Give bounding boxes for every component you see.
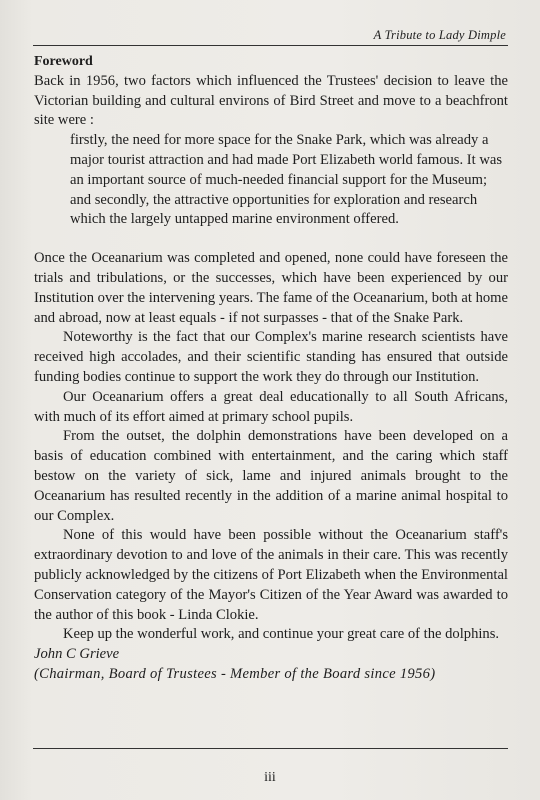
page-number: iii (264, 770, 276, 785)
paragraph-research: Noteworthy is the fact that our Complex's marine research scientists have received high accolades, and their scientific standing has ensured that outside funding bodies continue to support the work they do through our Institution. (34, 329, 508, 385)
paragraph-devotion: None of this would have been possible without the Oceanarium staff's extraordinary devotion to and love of the animals in their care. This was recently publicly acknowledged by the citizens of Port Elizabeth when the Environmental Conservation category of the Mayor's Citizen of the Year Award was awarded to the author of this book - Linda Clokie. (34, 527, 508, 623)
factor-first: firstly, the need for more space for the Snake Park, which was already a major tourist attraction and had made Port Elizabeth world famous. It was an important source of much-needed financial support for the Museum; (70, 132, 503, 188)
signature-name: John C Grieve (34, 646, 120, 663)
factor-second: and secondly, the attractive opportunities for exploration and research which the largely untapped marine environment offered. (70, 191, 478, 228)
paragraph-demonstrations: From the outset, the dolphin demonstrations have been developed on a basis of education combined with entertainment, and the caring which staff bestow on the variety of sick, lame and injured animals brought to the Oceanarium has resulted recently in the addition of a marine animal hospital to our Complex. (34, 428, 508, 524)
intro-paragraph: Back in 1956, two factors which influenced the Trustees' decision to leave the Victorian building and cultural environs of Bird Street and move to a beachfront site were : (34, 72, 508, 129)
paragraph-gap (34, 230, 508, 249)
foreword-heading: Foreword (34, 54, 93, 69)
paragraph-oceanarium: Once the Oceanarium was completed and opened, none could have foreseen the trials and tribulations, or the successes, which have been experienced by our Institution over the intervening years. The fame of the Oceanarium, both at home and abroad, now at least equals - if not surpasses - that of the Snake Park. (34, 250, 508, 326)
footer-rule (33, 748, 508, 749)
paragraph-closing: Keep up the wonderful work, and continue your great care of the dolphins. (63, 626, 500, 643)
signature-role: (Chairman, Board of Trustees - Member of the Board since 1956) (34, 665, 436, 682)
header-rule (33, 45, 508, 46)
running-head: A Tribute to Lady Dimple (373, 28, 506, 42)
factor-list (34, 131, 508, 230)
paragraph-education: Our Oceanarium offers a great deal educationally to all South Africans, with much of its effort aimed at primary school pupils. (34, 388, 508, 425)
foreword-body (34, 52, 508, 685)
